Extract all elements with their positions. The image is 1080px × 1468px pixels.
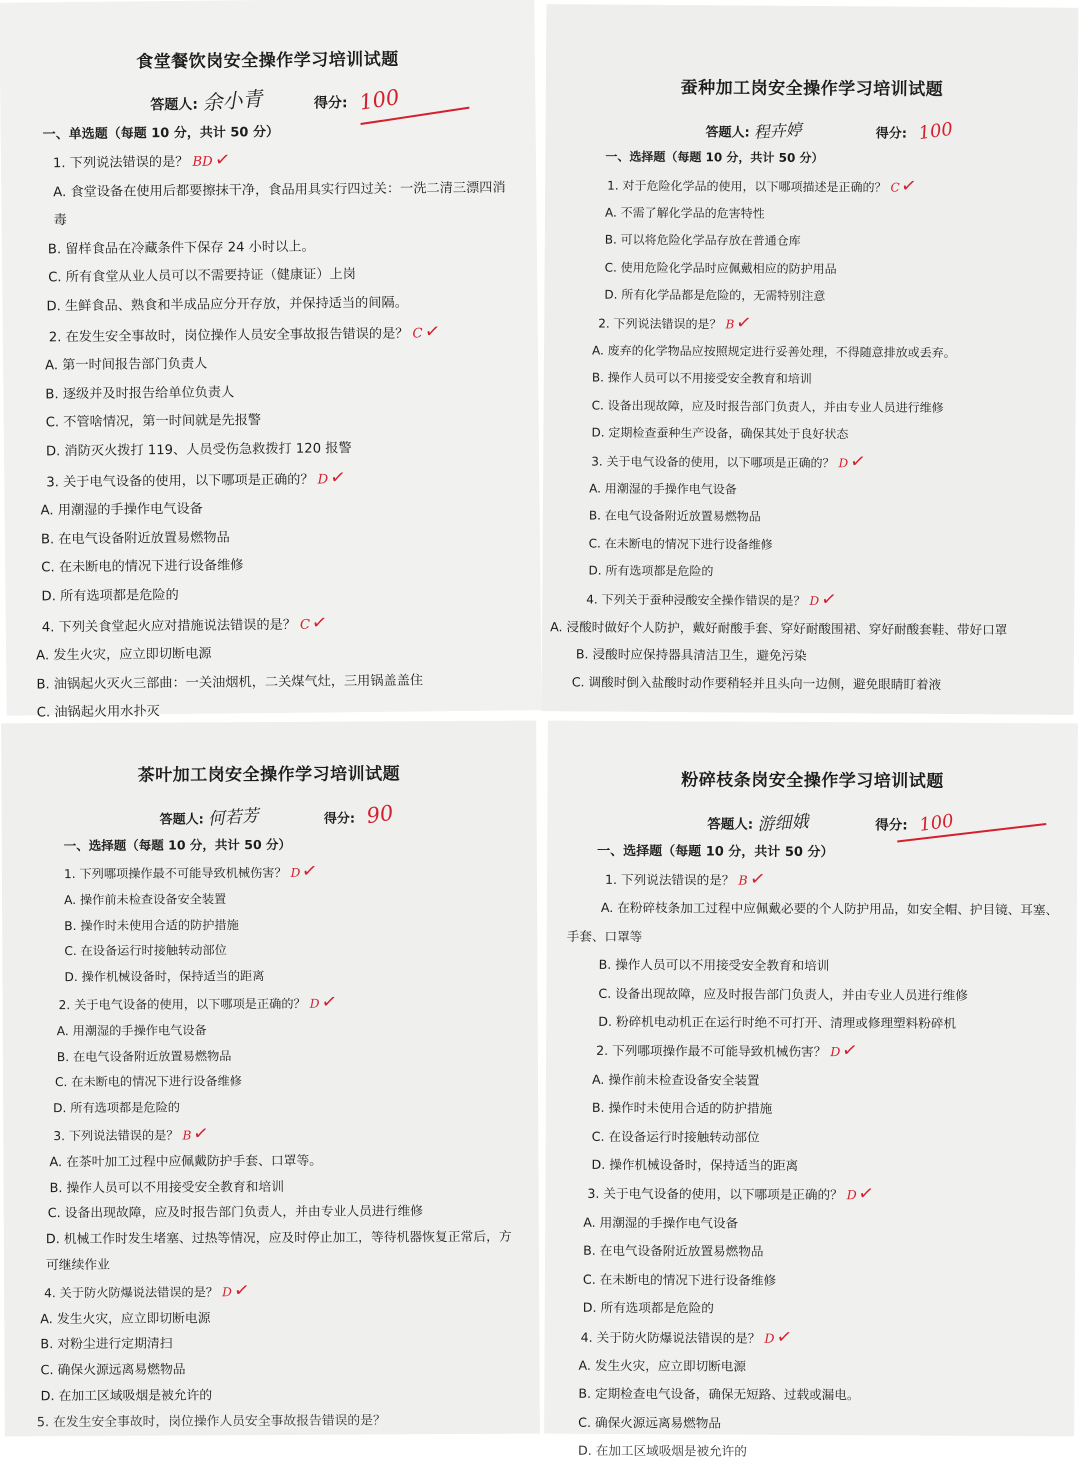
score-value: 100 bbox=[918, 810, 956, 836]
option: C. 在未断电的情况下进行设备维修 bbox=[41, 558, 244, 576]
option: B. 浸酸时应保持器具清洁卫生，避免污染 bbox=[575, 646, 807, 664]
option: D. 生鲜食品、熟食和半成品应分开存放，并保持适当的间隔。 bbox=[46, 295, 408, 315]
section-heading: 一、选择题（每题 10 分，共计 50 分） bbox=[597, 843, 834, 861]
option: D. 操作机械设备时，保持适当的距离 bbox=[64, 969, 265, 985]
option: C. 在设备运行时接触转动部位 bbox=[64, 943, 227, 959]
handwritten-answer: D bbox=[846, 1187, 857, 1203]
handwritten-answer: BD bbox=[192, 154, 213, 170]
question-2 bbox=[598, 309, 1062, 341]
check-mark-icon: ✓ bbox=[900, 174, 919, 198]
check-mark-icon: ✓ bbox=[819, 588, 838, 612]
exam-sheet-branch-crushing bbox=[544, 721, 1078, 1459]
score-value: 100 bbox=[357, 84, 402, 115]
handwritten-answer: D bbox=[309, 996, 320, 1011]
question-3 bbox=[53, 1120, 522, 1150]
question-text: 4. 下列关食堂起火应对措施说法错误的是？ bbox=[41, 617, 297, 635]
question-text: 4. 下列关于蚕种浸酸安全操作错误的是？ bbox=[586, 592, 806, 609]
question-4 bbox=[586, 584, 1060, 617]
question-3 bbox=[587, 1179, 1061, 1211]
option: C. 确保火源远离易燃物品 bbox=[578, 1414, 721, 1431]
score-label: 得分: bbox=[875, 817, 908, 834]
sheet-title: 蚕种加工岗安全操作学习培训试题 bbox=[680, 78, 944, 100]
score-value: 90 bbox=[365, 800, 396, 829]
question-text: 4. 关于防火防爆说法错误的是？ bbox=[44, 1285, 219, 1300]
score-label: 得分: bbox=[875, 126, 908, 142]
option: C. 在未断电的情况下进行设备维修 bbox=[54, 1074, 242, 1090]
handwritten-answer: D bbox=[809, 594, 820, 609]
exam-sheet-tea bbox=[1, 721, 540, 1437]
sheet-title: 粉碎枝条岗安全操作学习培训试题 bbox=[681, 770, 944, 792]
check-mark-icon: ✓ bbox=[775, 1325, 794, 1349]
question-text: 2. 下列哪项操作最不可能导致机械伤害？ bbox=[596, 1043, 827, 1060]
section-heading: 一、选择题（每题 10 分，共计 50 分） bbox=[63, 836, 292, 854]
option: A. 用潮湿的手操作电气设备 bbox=[583, 1214, 739, 1231]
check-mark-icon: ✓ bbox=[301, 859, 319, 883]
option: B. 在电气设备附近放置易燃物品 bbox=[56, 1048, 232, 1064]
option: B. 操作时未使用合适的防护措施 bbox=[64, 917, 239, 933]
option: D. 操作机械设备时，保持适当的距离 bbox=[591, 1156, 799, 1173]
score-value: 100 bbox=[917, 118, 955, 145]
option: A. 发生火灾，应立即切断电源 bbox=[578, 1357, 747, 1374]
option: B. 油锅起火灭火三部曲：一关油烟机，二关煤气灶，三用锅盖盖住 bbox=[36, 673, 424, 693]
question-1 bbox=[64, 858, 521, 888]
option: A. 操作前未检查设备安全装置 bbox=[591, 1071, 760, 1088]
check-mark-icon: ✓ bbox=[748, 867, 767, 891]
option: D. 定期检查蚕种生产设备，确保其处于良好状态 bbox=[591, 425, 849, 442]
option: A. 浸酸时做好个人防护，戴好耐酸手套、穿好耐酸围裙、穿好耐酸套鞋、带好口罩 bbox=[550, 619, 1008, 638]
question-text: 2. 下列说法错误的是？ bbox=[598, 316, 722, 332]
option: D. 消防灭火拨打 119、人员受伤急救拨打 120 报警 bbox=[45, 441, 352, 460]
handwritten-answer: C bbox=[412, 325, 423, 342]
option: C. 设备出现故障，应及时报告部门负责人，并由专业人员进行维修 bbox=[591, 398, 944, 415]
name-label: 答题人: bbox=[705, 125, 750, 141]
option: B. 逐级并及时报告给单位负责人 bbox=[45, 385, 235, 403]
option: C. 油锅起火用水扑灭 bbox=[36, 704, 160, 721]
check-mark-icon: ✓ bbox=[192, 1122, 210, 1146]
check-mark-icon: ✓ bbox=[320, 990, 338, 1014]
check-mark-icon: ✓ bbox=[848, 450, 867, 474]
check-mark-icon: ✓ bbox=[734, 311, 753, 335]
question-1 bbox=[605, 171, 1063, 203]
sheet-title: 茶叶加工岗安全操作学习培训试题 bbox=[137, 764, 401, 786]
question-2 bbox=[596, 1036, 1062, 1068]
option: D. 粉碎机电动机正在运行时绝不可打开、清理或修理塑料粉碎机 bbox=[598, 1013, 957, 1031]
option: D. 在加工区域吸烟是被允许的 bbox=[578, 1442, 747, 1459]
question-4 bbox=[42, 607, 523, 643]
option: B. 操作人员可以不用接受安全教育和培训 bbox=[49, 1179, 285, 1196]
question-text: 1. 下列说法错误的是？ bbox=[52, 154, 189, 172]
question-4 bbox=[44, 1276, 523, 1306]
examinee-signature: 程卉婷 bbox=[753, 120, 803, 143]
check-mark-icon: ✓ bbox=[841, 1039, 860, 1063]
handwritten-answer: D bbox=[317, 471, 329, 488]
option: D. 在加工区域吸烟是被允许的 bbox=[40, 1388, 213, 1405]
handwritten-answer: B bbox=[738, 872, 748, 888]
option: B. 定期检查电气设备，确保无短路、过载或漏电。 bbox=[578, 1386, 860, 1403]
handwritten-answer: D bbox=[830, 1044, 841, 1060]
score-label: 得分: bbox=[323, 811, 356, 827]
option: A. 用潮湿的手操作电气设备 bbox=[56, 1023, 207, 1038]
option: D. 所有化学品都是危险的，无需特别注意 bbox=[604, 287, 826, 303]
option: A. 发生火灾，应立即切断电源 bbox=[40, 1310, 211, 1327]
sheet-title: 食堂餐饮岗安全操作学习培训试题 bbox=[136, 49, 399, 73]
handwritten-answer: D bbox=[290, 865, 301, 880]
option: A. 在茶叶加工过程中应佩戴防护手套、口罩等。 bbox=[49, 1153, 323, 1170]
option: C. 确保火源远离易燃物品 bbox=[40, 1362, 186, 1379]
option: C. 所有食堂从业人员可以不需要持证（健康证）上岗 bbox=[48, 267, 356, 286]
question-4 bbox=[581, 1322, 1061, 1354]
check-mark-icon: ✓ bbox=[232, 1278, 251, 1302]
question-text: 3. 关于电气设备的使用，以下哪项是正确的？ bbox=[591, 454, 835, 471]
option: C. 在未断电的情况下进行设备维修 bbox=[588, 536, 773, 552]
handwritten-answer: D bbox=[222, 1284, 232, 1300]
handwritten-answer: C bbox=[299, 617, 311, 633]
question-3 bbox=[591, 447, 1061, 479]
handwritten-answer: B bbox=[725, 317, 735, 332]
option: C. 设备出现故障，应及时报告部门负责人，并由专业人员进行维修 bbox=[598, 985, 968, 1003]
question-text: 1. 下列说法错误的是？ bbox=[605, 871, 735, 888]
option: A. 食堂设备在使用后都要擦抹干净，食品用具实行四过关：一洗二清三漂四消毒 bbox=[53, 180, 506, 229]
option: B. 对粉尘进行定期清扫 bbox=[40, 1336, 173, 1353]
question-2 bbox=[59, 989, 522, 1019]
option: C. 在未断电的情况下进行设备维修 bbox=[582, 1271, 777, 1288]
check-mark-icon: ✓ bbox=[423, 319, 441, 343]
header-row bbox=[2, 794, 537, 829]
option: B. 在电气设备附近放置易燃物品 bbox=[588, 508, 761, 525]
question-text: 1. 下列哪项操作最不可能导致机械伤害？ bbox=[63, 865, 287, 882]
question-2 bbox=[45, 317, 520, 353]
examinee-signature: 游细娥 bbox=[756, 811, 810, 836]
handwritten-answer: D bbox=[764, 1330, 775, 1346]
option: A. 在粉碎枝条加工过程中应佩戴必要的个人防护用品，如安全帽、护目镜、耳塞、手套、口罩等 bbox=[566, 900, 1059, 944]
option: B. 操作时未使用合适的防护措施 bbox=[591, 1100, 773, 1117]
option: C. 不管啥情况，第一时间就是先报警 bbox=[45, 413, 262, 431]
question-3 bbox=[46, 462, 521, 498]
option: B. 留样食品在冷藏条件下保存 24 小时以上。 bbox=[47, 239, 315, 258]
option: C. 调酸时倒入盐酸时动作要稍轻并且头向一边侧，避免眼睛盯着液 bbox=[571, 674, 942, 692]
option: A. 第一时间报告部门负责人 bbox=[45, 356, 208, 374]
exam-sheet-silkworm bbox=[542, 4, 1079, 715]
header-row bbox=[546, 107, 1078, 143]
question-text: 3. 关于电气设备的使用，以下哪项是正确的？ bbox=[587, 1186, 843, 1203]
option: B. 在电气设备附近放置易燃物品 bbox=[40, 530, 230, 548]
option: B. 操作人员可以不用接受安全教育和培训 bbox=[591, 370, 812, 387]
name-label: 答题人: bbox=[707, 816, 754, 833]
option: A. 用潮湿的手操作电气设备 bbox=[589, 481, 737, 497]
question-text: 2. 在发生安全事故时，岗位操作人员安全事故报告错误的是？ bbox=[48, 326, 409, 345]
option: C. 使用危险化学品时应佩戴相应的防护用品 bbox=[604, 260, 837, 276]
option: D. 所有选项都是危险的 bbox=[53, 1100, 181, 1116]
question-5 bbox=[37, 1407, 524, 1435]
examinee-signature: 何若芳 bbox=[207, 805, 260, 830]
option: C. 设备出现故障，应及时报告部门负责人，并由专业人员进行维修 bbox=[47, 1204, 424, 1222]
option: A. 操作前未检查设备安全装置 bbox=[64, 892, 227, 907]
question-list bbox=[542, 147, 1078, 699]
option: A. 用潮湿的手操作电气设备 bbox=[40, 501, 203, 519]
question-list bbox=[1, 118, 543, 757]
check-mark-icon: ✓ bbox=[310, 611, 329, 634]
handwritten-answer: D bbox=[838, 456, 849, 471]
handwritten-answer: B bbox=[182, 1128, 192, 1143]
check-mark-icon: ✓ bbox=[329, 465, 347, 489]
question-1 bbox=[597, 865, 1063, 897]
question-text: 1. 对于危险化学品的使用，以下哪项描述是正确的？ bbox=[607, 178, 887, 195]
examinee-signature: 余小青 bbox=[201, 86, 263, 116]
option: D. 所有选项都是危险的 bbox=[41, 587, 179, 605]
name-label: 答题人: bbox=[150, 96, 199, 114]
option: D. 所有选项都是危险的 bbox=[582, 1299, 714, 1316]
exam-sheet-canteen bbox=[0, 0, 542, 721]
option: A. 不需了解化学品的危害特性 bbox=[604, 205, 765, 221]
question-list bbox=[2, 834, 540, 1436]
question-text: 4. 关于防火防爆说法错误的是？ bbox=[580, 1329, 761, 1346]
option: A. 废弃的化学物品应按照规定进行妥善处理，不得随意排放或丢弃。 bbox=[592, 343, 956, 361]
question-text: 3. 下列说法错误的是？ bbox=[53, 1128, 179, 1144]
section-heading: 一、选择题（每题 10 分，共计 50 分） bbox=[605, 149, 824, 166]
check-mark-icon: ✓ bbox=[857, 1182, 876, 1206]
name-label: 答题人: bbox=[159, 812, 204, 828]
score-label: 得分: bbox=[313, 95, 348, 112]
question-list bbox=[544, 840, 1077, 1468]
question-text: 3. 关于电气设备的使用，以下哪项是正确的？ bbox=[46, 472, 314, 490]
option: B. 可以将危险化学品存放在普通仓库 bbox=[604, 232, 801, 249]
handwritten-answer: C bbox=[890, 180, 900, 195]
question-text: 2. 关于电气设备的使用，以下哪项是正确的？ bbox=[58, 996, 306, 1013]
question-text: 5. 在发生安全事故时，岗位操作人员安全事故报告错误的是？ bbox=[36, 1413, 386, 1430]
question-1 bbox=[43, 143, 518, 179]
section-heading: 一、单选题（每题 10 分，共计 50 分） bbox=[42, 124, 280, 143]
option: B. 操作人员可以不用接受安全教育和培训 bbox=[598, 957, 830, 974]
check-mark-icon: ✓ bbox=[213, 148, 232, 172]
option: A. 发生火灾，应立即切断电源 bbox=[36, 646, 212, 664]
option: D. 机械工作时发生堵塞、过热等情况，应及时停止加工，等待机器恢复正常后，方可继续作业 bbox=[45, 1229, 512, 1274]
option: B. 在电气设备附近放置易燃物品 bbox=[583, 1243, 764, 1260]
option: D. 所有选项都是危险的 bbox=[588, 563, 714, 579]
option: C. 在设备运行时接触转动部位 bbox=[591, 1128, 760, 1145]
